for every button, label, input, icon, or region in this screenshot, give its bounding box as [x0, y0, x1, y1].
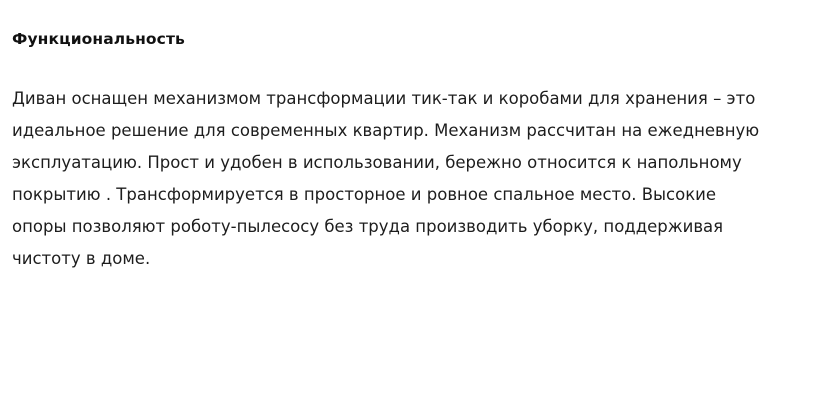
section-heading: Функциональность: [12, 30, 185, 48]
body-paragraph: Диван оснащен механизмом трансформации тик-так и коробами для хранения – это идеальное решение для современных квартир. Механизм рассчитан на ежедневную эксплуатацию. Прост и удобен в использовании, бережно относится к напольному покрытию . Трансформируется в просторное и ровное спальное место. Высокие опоры позволяют роботу-пылесосу без труда производить уборку, поддерживая чистоту в доме.: [12, 88, 760, 268]
